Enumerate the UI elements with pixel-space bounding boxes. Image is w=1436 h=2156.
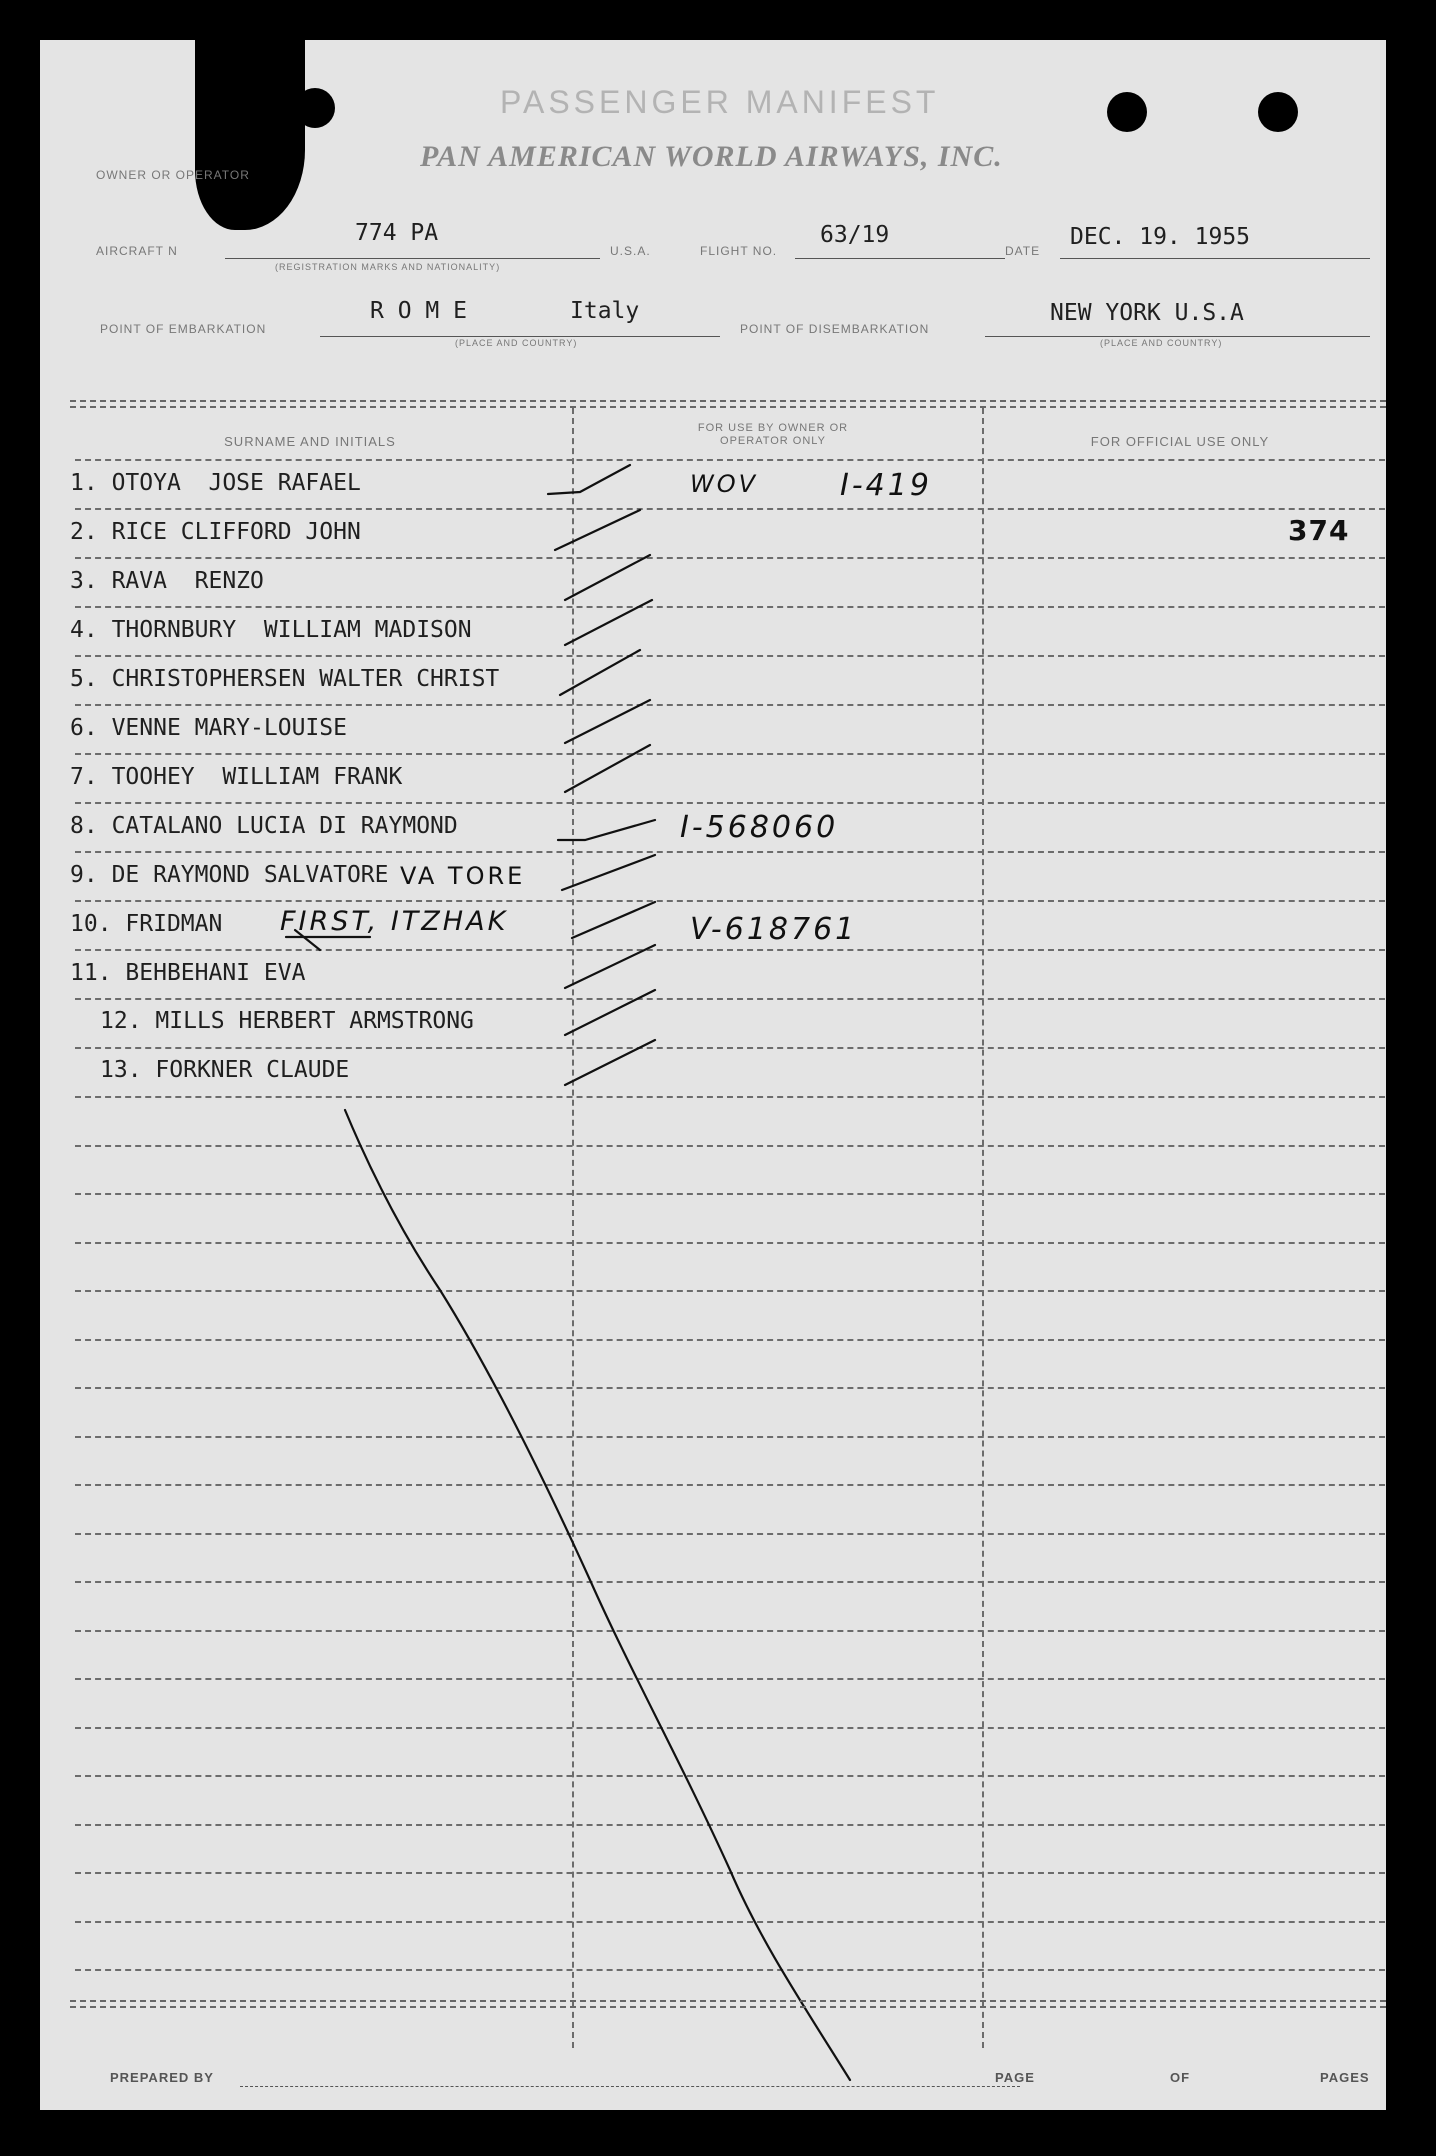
aircraft-value: 774 PA	[355, 220, 439, 246]
list-item: 5. CHRISTOPHERSEN WALTER CHRIST	[70, 666, 500, 692]
handwritten-code: WOV	[690, 470, 759, 498]
list-item: 13. FORKNER CLAUDE	[100, 1057, 350, 1083]
date-label: DATE	[1005, 244, 1041, 258]
handwritten-correction: VA TORE	[400, 862, 526, 890]
manifest-title: PASSENGER MANIFEST	[500, 84, 940, 120]
check-mark	[565, 990, 655, 1035]
embarkation-label: POINT OF EMBARKATION	[100, 322, 267, 336]
registration-note: (REGISTRATION MARKS AND NATIONALITY)	[275, 262, 501, 272]
surname-column-header: SURNAME AND INITIALS	[224, 434, 396, 449]
prepared-by-underline	[240, 2086, 1020, 2087]
usa-label: U.S.A.	[610, 244, 651, 258]
prepared-by-label: PREPARED BY	[110, 2070, 214, 2085]
place-note: (PLACE AND COUNTRY)	[1100, 338, 1223, 348]
disembarkation-label: POINT OF DISEMBARKATION	[740, 322, 930, 336]
page-label: PAGE	[995, 2070, 1035, 2085]
list-item: 8. CATALANO LUCIA DI RAYMOND	[70, 813, 458, 839]
handwritten-name: FIRST, ITZHAK	[280, 906, 509, 937]
check-mark	[562, 855, 655, 890]
disembarkation-value: NEW YORK U.S.A	[1050, 300, 1244, 326]
flight-label: FLIGHT NO.	[700, 244, 778, 258]
handwritten-id: V-618761	[690, 912, 858, 947]
check-mark	[560, 650, 640, 695]
check-mark	[565, 1040, 655, 1085]
strike-through-line	[345, 1110, 850, 2080]
check-mark	[548, 465, 630, 494]
check-mark	[565, 700, 650, 743]
owner-label: OWNER OR OPERATOR	[96, 168, 250, 182]
official-number: 374	[1288, 514, 1350, 547]
manifest-page	[40, 40, 1386, 2110]
owner-use-column-header: FOR USE BY OWNER OR OPERATOR ONLY	[697, 422, 849, 447]
table-bottom-rule	[70, 2006, 1386, 2008]
underline-mark	[295, 930, 320, 950]
list-item: 2. RICE CLIFFORD JOHN	[70, 519, 361, 545]
list-item: 6. VENNE MARY-LOUISE	[70, 715, 347, 741]
ink-marks	[40, 40, 1386, 2110]
pages-label: PAGES	[1320, 2070, 1370, 2085]
handwritten-id: I-568060	[680, 810, 839, 845]
embarkation-city: R O M E	[370, 298, 467, 324]
list-item: 10. FRIDMAN	[70, 911, 223, 937]
check-mark	[565, 600, 652, 645]
list-item: 4. THORNBURY WILLIAM MADISON	[70, 617, 472, 643]
place-note: (PLACE AND COUNTRY)	[455, 338, 578, 348]
aircraft-label: AIRCRAFT N	[96, 244, 178, 258]
list-item: 1. OTOYA JOSE RAFAEL	[70, 470, 361, 496]
table-bottom-rule	[70, 2000, 1386, 2002]
list-item: 9. DE RAYMOND SALVATORE	[70, 862, 389, 888]
official-use-column-header: FOR OFFICIAL USE ONLY	[1090, 434, 1270, 449]
check-mark	[572, 902, 655, 938]
handwritten-id: I-419	[840, 468, 932, 503]
embarkation-country: Italy	[570, 298, 640, 324]
flight-value: 63/19	[820, 222, 890, 248]
list-item: 11. BEHBEHANI EVA	[70, 960, 306, 986]
list-item: 3. RAVA RENZO	[70, 568, 264, 594]
check-mark	[565, 945, 655, 988]
of-label: OF	[1170, 2070, 1191, 2085]
list-item: 12. MILLS HERBERT ARMSTRONG	[100, 1008, 474, 1034]
date-value: DEC. 19. 1955	[1070, 224, 1251, 250]
check-mark	[565, 555, 650, 600]
check-mark	[555, 510, 640, 550]
check-mark	[558, 820, 655, 840]
check-mark	[565, 745, 650, 792]
airline-name: PAN AMERICAN WORLD AIRWAYS, INC.	[420, 140, 1003, 173]
list-item: 7. TOOHEY WILLIAM FRANK	[70, 764, 403, 790]
